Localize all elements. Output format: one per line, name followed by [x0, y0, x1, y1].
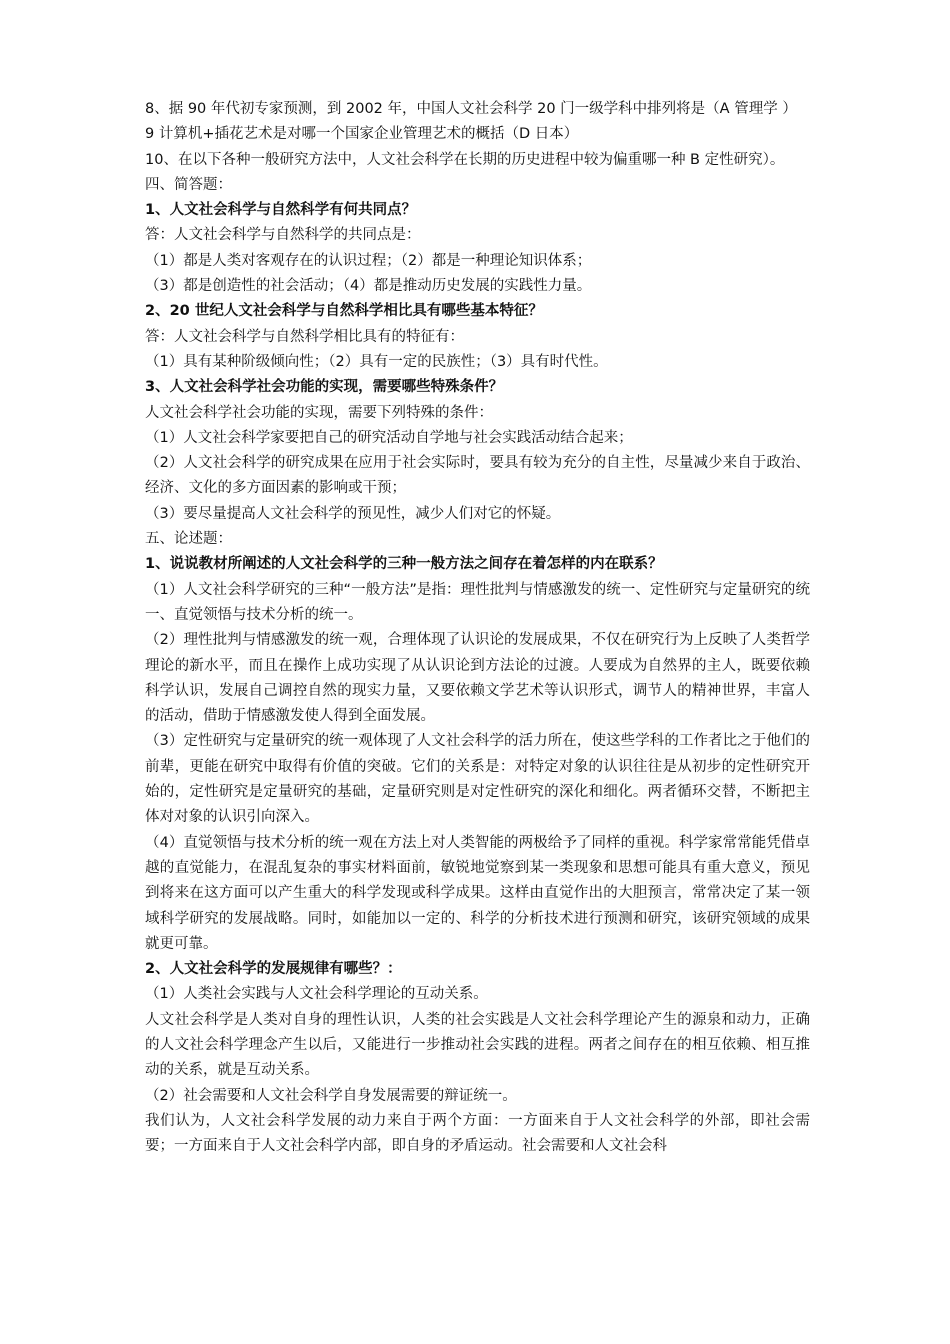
answer-paragraph: （1）人文社会科学研究的三种“一般方法”是指：理性批判与情感激发的统一、定性研究与定量研究的统一、直觉领悟与技术分析的统一。 — [145, 581, 810, 623]
answer-paragraph: （1）具有某种阶级倾向性；（2）具有一定的民族性；（3）具有时代性。 — [145, 353, 608, 370]
section-heading-short-answer: 四、简答题： — [145, 176, 232, 193]
document-page — [145, 97, 810, 1159]
answer-paragraph: 人文社会科学是人类对自身的理性认识，人类的社会实践是人文社会科学理论产生的源泉和动力，正确的人文社会科学理念产生以后，又能进行一步推动社会实践的进程。两者之间存在的相互依赖、相互推动的关系，就是互动关系。 — [145, 1011, 810, 1079]
answer-paragraph: （3）要尽量提高人文社会科学的预见性，减少人们对它的怀疑。 — [145, 505, 561, 522]
answer-paragraph: （2）人文社会科学的研究成果在应用于社会实际时，要具有较为充分的自主性，尽量减少来自于政治、经济、文化的多方面因素的影响或干预； — [145, 455, 810, 497]
short-answer-question-3: 3、人文社会科学社会功能的实现，需要哪些特殊条件？ — [145, 379, 504, 396]
answer-paragraph: （4）直觉领悟与技术分析的统一观在方法上对人类智能的两极给予了同样的重视。科学家常常能凭借卓越的直觉能力，在混乱复杂的事实材料面前，敏锐地觉察到某一类现象和思想可能具有重大意义，预见到将来在这方面可以产生重大的科学发现或科学成果。这样由直觉作出的大胆预言，常常决定了某一领域科学研究的发展战略。同时，如能加以一定的、科学的分析技术进行预测和研究，该研究领域的成果就更可靠。 — [145, 834, 810, 952]
answer-paragraph: 我们认为，人文社会科学发展的动力来自于两个方面：一方面来自于人文社会科学的外部，即社会需要；一方面来自于人文社会科学内部，即自身的矛盾运动。社会需要和人文社会科 — [145, 1112, 810, 1155]
short-answer-question-1: 1、人文社会科学与自然科学有何共同点？ — [145, 202, 417, 219]
section-heading-essay: 五、论述题： — [145, 531, 232, 548]
question-8: 8、据 90 年代初专家预测，到 2002 年，中国人文社会科学 20 门一级学科中排列将是（A 管理学 ） — [145, 101, 797, 117]
answer-paragraph: 答：人文社会科学与自然科学相比具有的特征有： — [145, 328, 464, 345]
short-answer-question-2: 2、20 世纪人文社会科学与自然科学相比具有哪些基本特征？ — [145, 303, 543, 320]
answer-paragraph: （2）理性批判与情感激发的统一观，合理体现了认识论的发展成果，不仅在研究行为上反映了人类哲学理论的新水平，而且在操作上成功实现了从认识论到方法论的过渡。人要成为自然界的主人，既要依赖科学认识，发展自己调控自然的现实力量，又要依赖文学艺术等认识形式，调节人的精神世界，丰富人的活动，借助于情感激发使人得到全面发展。 — [145, 632, 810, 725]
question-10: 10、在以下各种一般研究方法中，人文社会科学在长期的历史进程中较为偏重哪一种 B 定性研究）。 — [145, 151, 785, 168]
answer-paragraph: （3）都是创造性的社会活动；（4）都是推动历史发展的实践性力量。 — [145, 278, 592, 295]
answer-paragraph: （3）定性研究与定量研究的统一观体现了人文社会科学的活力所在，使这些学科的工作者比之于他们的前辈，更能在研究中取得有价值的突破。它们的关系是：对特定对象的认识往往是从初步的定性研究开始的，定性研究是定量研究的基础，定量研究则是对定性研究的深化和细化。两者循环交替，不断把主体对对象的认识引向深入。 — [145, 733, 810, 826]
answer-paragraph: （1）人类社会实践与人文社会科学理论的互动关系。 — [145, 986, 488, 1003]
question-9: 9 计算机+插花艺术是对哪一个国家企业管理艺术的概括（D 日本） — [145, 126, 579, 143]
essay-question-2: 2、人文社会科学的发展规律有哪些？： — [145, 961, 402, 978]
answer-paragraph: （1）人文社会科学家要把自己的研究活动自学地与社会实践活动结合起来； — [145, 429, 633, 446]
answer-paragraph: （2）社会需要和人文社会科学自身发展需要的辩证统一。 — [145, 1087, 517, 1104]
essay-question-1: 1、说说教材所阐述的人文社会科学的三种一般方法之间存在着怎样的内在联系？ — [145, 556, 663, 573]
answer-paragraph: 人文社会科学社会功能的实现，需要下列特殊的条件： — [145, 404, 493, 421]
answer-paragraph: 答：人文社会科学与自然科学的共同点是： — [145, 227, 421, 244]
answer-paragraph: （1）都是人类对客观存在的认识过程；（2）都是一种理论知识体系； — [145, 252, 592, 269]
